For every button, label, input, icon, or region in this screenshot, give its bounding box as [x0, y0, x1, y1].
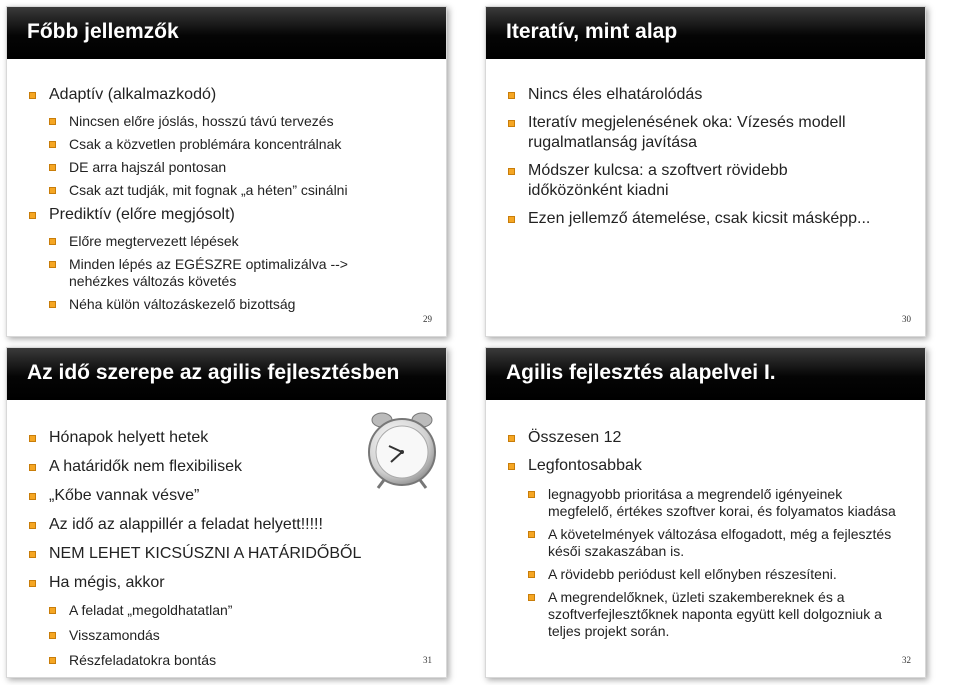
slide-title: Iteratív, mint alap	[506, 20, 678, 43]
sub-bullet: Nincsen előre jóslás, hosszú távú tervezés	[49, 113, 434, 130]
sub-bullet: legnagyobb prioritása a megrendelő igényeinek megfelelő, értékes szoftver korai, és folyamatos kiadása	[528, 486, 907, 520]
bullet-icon	[29, 551, 36, 558]
bullet: „Kőbe vannak vésve”	[29, 486, 434, 506]
bullet: Nincs éles elhatárolódás	[508, 85, 885, 105]
bullet-icon	[528, 491, 535, 498]
bullet: Adaptív (alkalmazkodó)	[29, 85, 434, 105]
sub-bullet: Előre megtervezett lépések	[49, 233, 434, 250]
sub-bullet: A feladat „megoldhatatlan”	[49, 602, 434, 619]
bullet: Hónapok helyett hetek	[29, 428, 434, 448]
sub-bullet: Részfeladatokra bontás	[49, 652, 434, 669]
bullet-icon	[508, 463, 515, 470]
bullet-icon	[49, 238, 56, 245]
bullet-icon	[29, 435, 36, 442]
sub-bullet: Visszamondás	[49, 627, 434, 644]
bullet-icon	[29, 464, 36, 471]
sub-bullet: Néha külön változáskezelő bizottság	[49, 296, 434, 313]
bullet: NEM LEHET KICSÚSZNI A HATÁRIDŐBŐL	[29, 544, 434, 564]
slide-header	[486, 348, 925, 400]
bullet-icon	[49, 118, 56, 125]
slide-29	[6, 6, 447, 337]
slide-title: Főbb jellemzők	[27, 20, 179, 43]
bullet-icon	[49, 607, 56, 614]
bullet-icon	[49, 164, 56, 171]
bullet-icon	[508, 120, 515, 127]
slide-body	[508, 85, 885, 237]
page-number: 32	[902, 655, 911, 665]
sub-bullet: DE arra hajszál pontosan	[49, 159, 434, 176]
page-number: 30	[902, 314, 911, 324]
bullet: A határidők nem flexibilisek	[29, 457, 434, 477]
bullet: Az idő az alappillér a feladat helyett!!!!!	[29, 515, 434, 535]
slide-title: Az idő szerepe az agilis fejlesztésben	[27, 361, 400, 384]
slide-body	[508, 428, 907, 646]
page-number: 29	[423, 314, 432, 324]
bullet-icon	[508, 216, 515, 223]
bullet: Prediktív (előre megjósolt)	[29, 205, 434, 225]
bullet-icon	[508, 92, 515, 99]
bullet-icon	[29, 580, 36, 587]
bullet-icon	[49, 632, 56, 639]
bullet-icon	[49, 261, 56, 268]
slide-30	[485, 6, 926, 337]
slide-header	[486, 7, 925, 59]
slide-title: Agilis fejlesztés alapelvei I.	[506, 361, 776, 384]
bullet: Módszer kulcsa: a szoftvert rövidebb időközönként kiadni	[508, 161, 885, 201]
sub-bullet: A rövidebb periódust kell előnyben részesíteni.	[528, 566, 907, 583]
bullet-icon	[508, 168, 515, 175]
bullet-icon	[29, 522, 36, 529]
bullet-icon	[528, 594, 535, 601]
sub-bullet: Minden lépés az EGÉSZRE optimalizálva --> nehézkes változás követés	[49, 256, 399, 290]
slide-32	[485, 347, 926, 678]
sub-bullet: Csak a közvetlen problémára koncentrálnak	[49, 136, 434, 153]
bullet: Ha mégis, akkor	[29, 573, 434, 593]
slide-body	[29, 428, 434, 677]
slide-body	[29, 85, 434, 319]
bullet-icon	[49, 141, 56, 148]
sub-bullet: A követelmények változása elfogadott, még a fejlesztés késői szakaszában is.	[528, 526, 907, 560]
bullet: Iteratív megjelenésének oka: Vízesés modell rugalmatlanság javítása	[508, 113, 885, 153]
slide-header	[7, 7, 446, 59]
bullet-icon	[29, 212, 36, 219]
bullet-icon	[29, 92, 36, 99]
slide-header	[7, 348, 446, 400]
bullet: Legfontosabbak	[508, 456, 907, 476]
bullet-icon	[49, 301, 56, 308]
sub-bullet: A megrendelőknek, üzleti szakembereknek és a szoftverfejlesztőknek naponta együtt kell dolgozniuk a teljes projekt során.	[528, 589, 907, 640]
slide-31	[6, 347, 447, 678]
bullet: Ezen jellemző átemelése, csak kicsit másképp...	[508, 209, 885, 229]
bullet-icon	[49, 187, 56, 194]
bullet-icon	[49, 657, 56, 664]
bullet: Összesen 12	[508, 428, 907, 448]
bullet-icon	[528, 571, 535, 578]
bullet-icon	[508, 435, 515, 442]
bullet-icon	[528, 531, 535, 538]
page-number: 31	[423, 655, 432, 665]
bullet-icon	[29, 493, 36, 500]
sub-bullet: Csak azt tudják, mit fognak „a héten” csinálni	[49, 182, 434, 199]
